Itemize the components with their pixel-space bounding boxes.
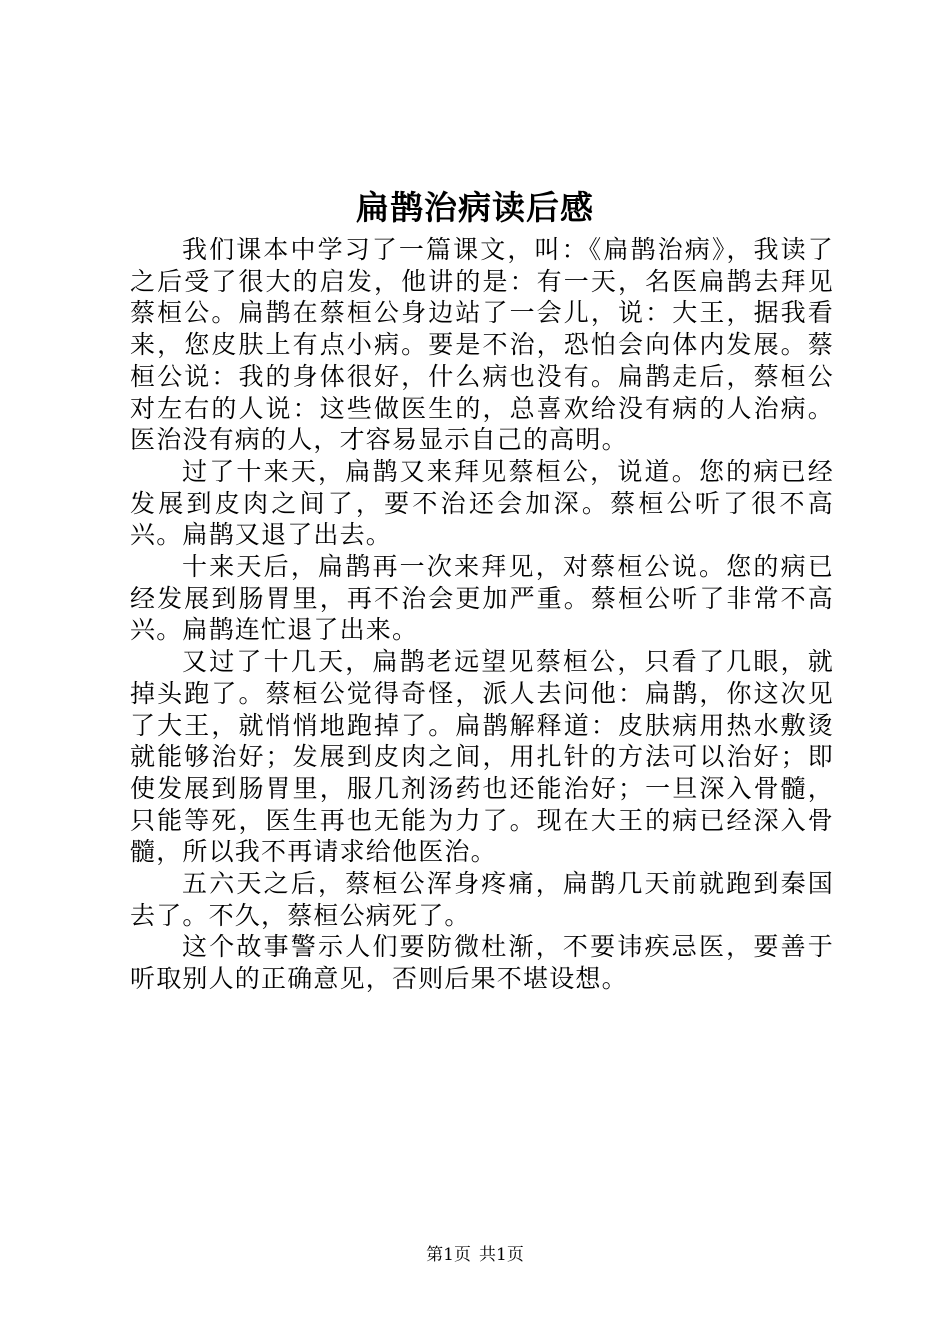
paragraph-5: 五六天之后，蔡桓公浑身疼痛，扁鹊几天前就跑到秦国去了。不久，蔡桓公病死了。 <box>130 869 834 930</box>
paragraph-2: 过了十来天，扁鹊又来拜见蔡桓公，说道。您的病已经发展到皮肉之间了，要不治还会加深。蔡桓公听了很不高兴。扁鹊又退了出去。 <box>130 456 834 550</box>
paragraph-3: 十来天后，扁鹊再一次来拜见，对蔡桓公说。您的病已经发展到肠胃里，再不治会更加严重。蔡桓公听了非常不高兴。扁鹊连忙退了出来。 <box>130 552 834 645</box>
document-body <box>130 234 834 995</box>
paragraph-4: 又过了十几天，扁鹊老远望见蔡桓公，只看了几眼，就掉头跑了。蔡桓公觉得奇怪，派人去问他：扁鹊，你这次见了大王，就悄悄地跑掉了。扁鹊解释道：皮肤病用热水敷烫就能够治好；发展到皮肉之间，用扎针的方法可以治好；即使发展到肠胃里，服几剂汤药也还能治好；一旦深入骨髓，只能等死，医生再也无能为力了。现在大王的病已经深入骨髓，所以我不再请求给他医治。 <box>130 647 834 867</box>
paragraph-1: 我们课本中学习了一篇课文，叫：《扁鹊治病》，我读了之后受了很大的启发，他讲的是：有一天，名医扁鹊去拜见蔡桓公。扁鹊在蔡桓公身边站了一会儿，说：大王，据我看来，您皮肤上有点小病。要是不治，恐怕会向体内发展。蔡桓公说：我的身体很好，什么病也没有。扁鹊走后，蔡桓公对左右的人说：这些做医生的，总喜欢给没有病的人治病。医治没有病的人，才容易显示自己的高明。 <box>130 235 834 455</box>
page-total: 共1页 <box>479 1245 524 1265</box>
page-number: 第1页 <box>426 1245 471 1265</box>
page-footer <box>0 1244 950 1266</box>
paragraph-6: 这个故事警示人们要防微杜渐，不要讳疾忌医，要善于听取别人的正确意见，否则后果不堪设想。 <box>130 932 834 994</box>
document-title: 扁鹊治病读后感 <box>356 188 594 227</box>
